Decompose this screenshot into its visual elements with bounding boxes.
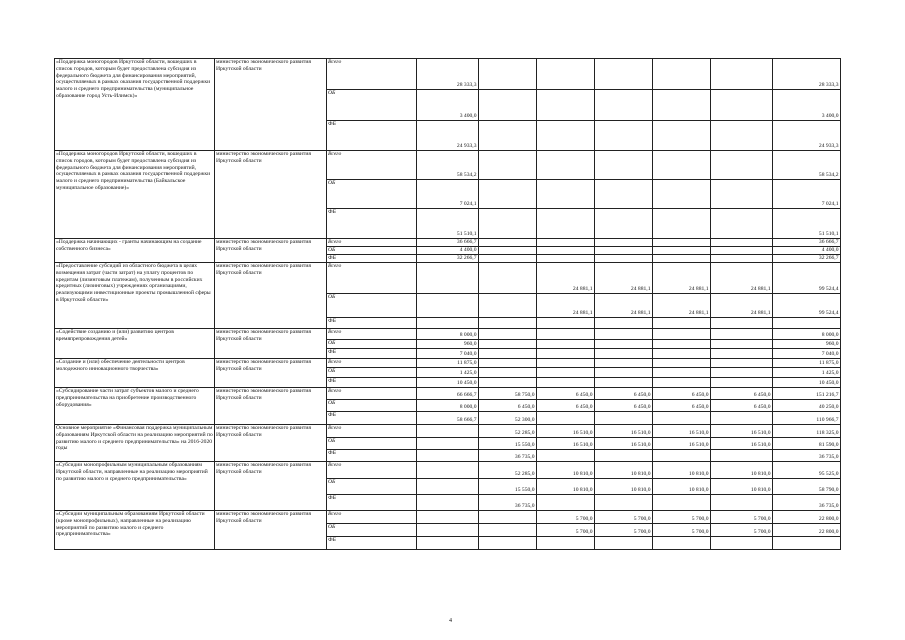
total-value-cell: 22 800,0 [773, 524, 841, 537]
year-value-cell [711, 90, 773, 121]
year-value-cell [537, 359, 595, 368]
year-value-cell [479, 59, 537, 90]
year-value-cell [479, 511, 537, 524]
funding-source-cell: ФБ [327, 495, 417, 511]
year-value-cell [595, 121, 653, 151]
year-value-cell [711, 180, 773, 209]
year-value-cell [537, 239, 595, 247]
funding-source-cell: ФБ [327, 450, 417, 462]
year-value-cell [653, 247, 711, 255]
year-value-cell: 4 400,0 [417, 247, 479, 255]
year-value-cell [417, 263, 479, 294]
year-value-cell [711, 59, 773, 90]
year-value-cell: 36 666,7 [417, 239, 479, 247]
measure-name-cell: «Поддержка моногородов Иркутской области, вошедших в список городов, которым будет предоставлена субсидия из федерального бюджета для финансирования мероприятий, осуществляемых в рамках оказания государственной поддержки малого и среднего предпринимательства (муниципальное образование город Усть-Илимск)» [55, 59, 215, 151]
table-row [55, 359, 841, 368]
year-value-cell [479, 294, 537, 318]
total-value-cell: 151 216,7 [773, 388, 841, 400]
year-value-cell: 58 534,2 [417, 151, 479, 180]
year-value-cell: 52 300,0 [479, 412, 537, 425]
year-value-cell: 6 450,0 [537, 388, 595, 400]
year-value-cell [537, 255, 595, 263]
year-value-cell [595, 378, 653, 388]
year-value-cell [653, 151, 711, 180]
year-value-cell: 6 450,0 [711, 388, 773, 400]
year-value-cell: 7 040,0 [417, 349, 479, 359]
year-value-cell [537, 329, 595, 340]
year-value-cell [479, 263, 537, 294]
measure-name-cell: «Создание и (или) обеспечение деятельности центров молодежного инновационного творчества» [55, 359, 215, 388]
funding-source-cell: ФБ [327, 412, 417, 425]
year-value-cell: 24 881,1 [595, 263, 653, 294]
year-value-cell [417, 537, 479, 550]
budget-table [54, 58, 841, 550]
year-value-cell [537, 495, 595, 511]
total-value-cell: 22 800,0 [773, 511, 841, 524]
year-value-cell: 5 700,0 [537, 511, 595, 524]
executor-cell: министерство экономического развития Иркутской области [215, 511, 327, 550]
year-value-cell [479, 524, 537, 537]
year-value-cell: 16 510,0 [537, 425, 595, 438]
year-value-cell: 3 400,0 [417, 90, 479, 121]
year-value-cell: 36 735,0 [479, 450, 537, 462]
year-value-cell [537, 90, 595, 121]
year-value-cell [417, 450, 479, 462]
year-value-cell: 15 550,0 [479, 438, 537, 450]
total-value-cell: 58 534,2 [773, 151, 841, 180]
year-value-cell [479, 368, 537, 378]
year-value-cell [653, 412, 711, 425]
year-value-cell [595, 349, 653, 359]
funding-source-cell: ОБ [327, 368, 417, 378]
year-value-cell [537, 180, 595, 209]
year-value-cell [653, 255, 711, 263]
year-value-cell: 10 450,0 [417, 378, 479, 388]
year-value-cell [537, 318, 595, 329]
year-value-cell [537, 349, 595, 359]
table-row [55, 59, 841, 90]
total-value-cell: 36 666,7 [773, 239, 841, 247]
year-value-cell [711, 340, 773, 349]
measure-name-cell: Основное мероприятие «Финансовая поддержка муниципальным образованиям Иркутской области на реализацию мероприятий по развитию малого и среднего предпринимательства» на 2016-2020 годы [55, 425, 215, 462]
year-value-cell [479, 349, 537, 359]
year-value-cell: 24 881,1 [653, 294, 711, 318]
year-value-cell [479, 255, 537, 263]
total-value-cell: 99 524,4 [773, 294, 841, 318]
year-value-cell [711, 151, 773, 180]
year-value-cell [537, 209, 595, 239]
year-value-cell [595, 239, 653, 247]
year-value-cell: 6 450,0 [595, 388, 653, 400]
total-value-cell: 8 000,0 [773, 329, 841, 340]
executor-cell: министерство экономического развития Иркутской области [215, 239, 327, 263]
year-value-cell: 10 810,0 [537, 462, 595, 479]
year-value-cell [711, 359, 773, 368]
year-value-cell: 8 000,0 [417, 400, 479, 412]
total-value-cell: 81 590,0 [773, 438, 841, 450]
measure-name-cell: «Предоставление субсидий из областного бюджета в целях возмещения затрат (части затрат) на уплату процентов по кредитам (лизинговым платежам), полученным в российских кредитных (лизинговых) учреждениях организациями, реализующими инвестиционные проекты промышленной сферы в Иркутской области» [55, 263, 215, 329]
funding-source-cell: ОБ [327, 247, 417, 255]
year-value-cell [479, 537, 537, 550]
funding-source-cell: Всего [327, 359, 417, 368]
year-value-cell [417, 511, 479, 524]
year-value-cell: 6 450,0 [479, 400, 537, 412]
table-row [55, 511, 841, 524]
total-value-cell: 7 024,1 [773, 180, 841, 209]
year-value-cell: 16 510,0 [595, 425, 653, 438]
year-value-cell [417, 479, 479, 495]
year-value-cell [595, 368, 653, 378]
total-value-cell: 118 325,0 [773, 425, 841, 438]
year-value-cell: 960,0 [417, 340, 479, 349]
executor-cell: министерство экономического развития Иркутской области [215, 462, 327, 511]
total-value-cell: 95 525,0 [773, 462, 841, 479]
funding-source-cell: Всего [327, 239, 417, 247]
measure-name-cell: «Субсидирование части затрат субъектов малого и среднего предпринимательства на приобретение производственного оборудования» [55, 388, 215, 425]
total-value-cell: 4 400,0 [773, 247, 841, 255]
funding-source-cell: ОБ [327, 400, 417, 412]
year-value-cell [653, 180, 711, 209]
total-value-cell: 110 966,7 [773, 412, 841, 425]
year-value-cell [711, 329, 773, 340]
funding-source-cell: ОБ [327, 294, 417, 318]
total-value-cell: 7 040,0 [773, 349, 841, 359]
year-value-cell [653, 378, 711, 388]
total-value-cell: 40 250,0 [773, 400, 841, 412]
year-value-cell [595, 90, 653, 121]
year-value-cell [653, 329, 711, 340]
year-value-cell: 51 510,1 [417, 209, 479, 239]
total-value-cell: 99 524,4 [773, 263, 841, 294]
funding-source-cell: ОБ [327, 90, 417, 121]
total-value-cell: 36 735,0 [773, 495, 841, 511]
year-value-cell [595, 329, 653, 340]
total-value-cell: 1 425,0 [773, 368, 841, 378]
year-value-cell [479, 329, 537, 340]
table-row [55, 425, 841, 438]
year-value-cell [653, 359, 711, 368]
funding-source-cell: Всего [327, 425, 417, 438]
year-value-cell: 5 700,0 [595, 511, 653, 524]
year-value-cell: 11 875,0 [417, 359, 479, 368]
year-value-cell: 6 450,0 [537, 400, 595, 412]
year-value-cell [711, 247, 773, 255]
year-value-cell [711, 378, 773, 388]
year-value-cell: 24 933,3 [417, 121, 479, 151]
executor-cell: министерство экономического развития Иркутской области [215, 425, 327, 462]
year-value-cell: 5 700,0 [653, 524, 711, 537]
total-value-cell: 10 450,0 [773, 378, 841, 388]
table-row [55, 388, 841, 400]
funding-source-cell: ФБ [327, 121, 417, 151]
year-value-cell [595, 412, 653, 425]
year-value-cell: 10 810,0 [711, 479, 773, 495]
year-value-cell [595, 340, 653, 349]
year-value-cell [595, 151, 653, 180]
year-value-cell [711, 495, 773, 511]
total-value-cell: 28 333,3 [773, 59, 841, 90]
funding-source-cell: Всего [327, 151, 417, 180]
year-value-cell [653, 239, 711, 247]
year-value-cell: 15 550,0 [479, 479, 537, 495]
executor-cell: министерство экономического развития Иркутской области [215, 151, 327, 239]
year-value-cell [479, 247, 537, 255]
year-value-cell: 8 000,0 [417, 329, 479, 340]
year-value-cell [537, 412, 595, 425]
year-value-cell: 24 881,1 [537, 263, 595, 294]
year-value-cell [479, 209, 537, 239]
page-number: 4 [449, 618, 452, 624]
year-value-cell: 16 510,0 [711, 438, 773, 450]
year-value-cell: 5 700,0 [711, 524, 773, 537]
year-value-cell: 52 285,0 [479, 462, 537, 479]
year-value-cell [417, 524, 479, 537]
year-value-cell: 52 285,0 [479, 425, 537, 438]
executor-cell: министерство экономического развития Иркутской области [215, 263, 327, 329]
funding-source-cell: ФБ [327, 537, 417, 550]
measure-name-cell: «Субсидии монопрофильным муниципальным образованиям Иркутской области, направленные на реализацию мероприятий по развитию малого и среднего предпринимательства» [55, 462, 215, 511]
year-value-cell: 5 700,0 [653, 511, 711, 524]
year-value-cell [711, 349, 773, 359]
year-value-cell [595, 255, 653, 263]
total-value-cell: 32 266,7 [773, 255, 841, 263]
table-row [55, 239, 841, 247]
total-value-cell: 36 735,0 [773, 450, 841, 462]
year-value-cell [653, 495, 711, 511]
year-value-cell: 6 450,0 [653, 388, 711, 400]
total-value-cell: 11 875,0 [773, 359, 841, 368]
funding-source-cell: Всего [327, 462, 417, 479]
total-value-cell: 3 400,0 [773, 90, 841, 121]
table-body [55, 59, 841, 550]
year-value-cell [595, 247, 653, 255]
year-value-cell: 6 450,0 [711, 400, 773, 412]
year-value-cell [479, 359, 537, 368]
year-value-cell [537, 378, 595, 388]
year-value-cell [711, 537, 773, 550]
funding-source-cell: ОБ [327, 524, 417, 537]
year-value-cell: 24 881,1 [595, 294, 653, 318]
year-value-cell: 28 333,3 [417, 59, 479, 90]
executor-cell: министерство экономического развития Иркутской области [215, 329, 327, 359]
year-value-cell: 16 510,0 [537, 438, 595, 450]
year-value-cell: 16 510,0 [653, 438, 711, 450]
funding-source-cell: ФБ [327, 318, 417, 329]
funding-source-cell: ОБ [327, 180, 417, 209]
year-value-cell: 24 881,1 [653, 263, 711, 294]
year-value-cell: 24 881,1 [537, 294, 595, 318]
measure-name-cell: «Содействие созданию и (или) развитию центров времяпрепровождения детей» [55, 329, 215, 359]
year-value-cell [537, 340, 595, 349]
year-value-cell: 1 425,0 [417, 368, 479, 378]
year-value-cell [711, 121, 773, 151]
year-value-cell [595, 209, 653, 239]
year-value-cell [479, 180, 537, 209]
year-value-cell [653, 318, 711, 329]
year-value-cell: 10 810,0 [653, 462, 711, 479]
year-value-cell [479, 90, 537, 121]
year-value-cell [417, 318, 479, 329]
year-value-cell [711, 239, 773, 247]
table-row [55, 329, 841, 340]
total-value-cell: 58 790,0 [773, 479, 841, 495]
year-value-cell [653, 209, 711, 239]
year-value-cell [711, 255, 773, 263]
table-row [55, 151, 841, 180]
year-value-cell [711, 450, 773, 462]
year-value-cell [653, 368, 711, 378]
year-value-cell [653, 349, 711, 359]
year-value-cell [711, 209, 773, 239]
funding-source-cell: Всего [327, 59, 417, 90]
year-value-cell: 66 666,7 [417, 388, 479, 400]
year-value-cell [653, 450, 711, 462]
year-value-cell: 7 024,1 [417, 180, 479, 209]
executor-cell: министерство экономического развития Иркутской области [215, 359, 327, 388]
year-value-cell [537, 368, 595, 378]
measure-name-cell: «Поддержка моногородов Иркутской области, вошедших в список городов, которым будет предоставлена субсидия из федерального бюджета для финансирования мероприятий, осуществляемых в рамках оказания государственной поддержки малого и среднего предпринимательства (Байкальское муниципальное образование)» [55, 151, 215, 239]
executor-cell: министерство экономического развития Иркутской области [215, 388, 327, 425]
executor-cell: министерство экономического развития Иркутской области [215, 59, 327, 151]
year-value-cell [595, 59, 653, 90]
funding-source-cell: ФБ [327, 209, 417, 239]
year-value-cell [537, 450, 595, 462]
year-value-cell [417, 462, 479, 479]
year-value-cell: 10 810,0 [595, 479, 653, 495]
year-value-cell: 16 510,0 [595, 438, 653, 450]
year-value-cell: 58 666,7 [417, 412, 479, 425]
year-value-cell: 36 735,0 [479, 495, 537, 511]
year-value-cell [595, 450, 653, 462]
year-value-cell [479, 239, 537, 247]
year-value-cell: 6 450,0 [595, 400, 653, 412]
year-value-cell: 10 810,0 [653, 479, 711, 495]
year-value-cell: 5 700,0 [595, 524, 653, 537]
year-value-cell: 10 810,0 [595, 462, 653, 479]
year-value-cell [711, 412, 773, 425]
year-value-cell [595, 318, 653, 329]
year-value-cell [417, 495, 479, 511]
year-value-cell [479, 318, 537, 329]
year-value-cell [595, 180, 653, 209]
year-value-cell: 24 881,1 [711, 263, 773, 294]
year-value-cell: 24 881,1 [711, 294, 773, 318]
year-value-cell [653, 340, 711, 349]
total-value-cell [773, 537, 841, 550]
year-value-cell: 58 750,0 [479, 388, 537, 400]
measure-name-cell: «Субсидии муниципальным образованиям Иркутской области (кроме монопрофильных), направленные на реализацию мероприятий по развитию малого и среднего предпринимательства» [55, 511, 215, 550]
total-value-cell: 960,0 [773, 340, 841, 349]
year-value-cell [711, 318, 773, 329]
year-value-cell [537, 247, 595, 255]
year-value-cell [595, 359, 653, 368]
total-value-cell [773, 318, 841, 329]
year-value-cell [595, 495, 653, 511]
funding-source-cell: Всего [327, 388, 417, 400]
funding-source-cell: ФБ [327, 378, 417, 388]
year-value-cell [653, 121, 711, 151]
year-value-cell [417, 294, 479, 318]
funding-source-cell: Всего [327, 511, 417, 524]
year-value-cell: 10 810,0 [537, 479, 595, 495]
year-value-cell [653, 90, 711, 121]
funding-source-cell: ФБ [327, 349, 417, 359]
funding-source-cell: ОБ [327, 340, 417, 349]
funding-source-cell: Всего [327, 263, 417, 294]
year-value-cell [537, 537, 595, 550]
year-value-cell [537, 59, 595, 90]
funding-source-cell: ОБ [327, 438, 417, 450]
year-value-cell [479, 340, 537, 349]
table-row [55, 462, 841, 479]
funding-source-cell: ОБ [327, 479, 417, 495]
year-value-cell: 5 700,0 [711, 511, 773, 524]
year-value-cell: 16 510,0 [653, 425, 711, 438]
year-value-cell: 5 700,0 [537, 524, 595, 537]
year-value-cell [537, 151, 595, 180]
table-row [55, 263, 841, 294]
year-value-cell: 32 266,7 [417, 255, 479, 263]
year-value-cell [479, 121, 537, 151]
total-value-cell: 51 510,1 [773, 209, 841, 239]
year-value-cell [595, 537, 653, 550]
year-value-cell [653, 537, 711, 550]
year-value-cell: 10 810,0 [711, 462, 773, 479]
year-value-cell: 16 510,0 [711, 425, 773, 438]
year-value-cell [417, 425, 479, 438]
year-value-cell: 6 450,0 [653, 400, 711, 412]
year-value-cell [479, 151, 537, 180]
funding-source-cell: Всего [327, 329, 417, 340]
year-value-cell [711, 368, 773, 378]
year-value-cell [479, 378, 537, 388]
year-value-cell [537, 121, 595, 151]
measure-name-cell: «Поддержка начинающих - гранты начинающим на создание собственного бизнеса» [55, 239, 215, 263]
year-value-cell [653, 59, 711, 90]
total-value-cell: 24 933,3 [773, 121, 841, 151]
funding-source-cell: ФБ [327, 255, 417, 263]
year-value-cell [417, 438, 479, 450]
